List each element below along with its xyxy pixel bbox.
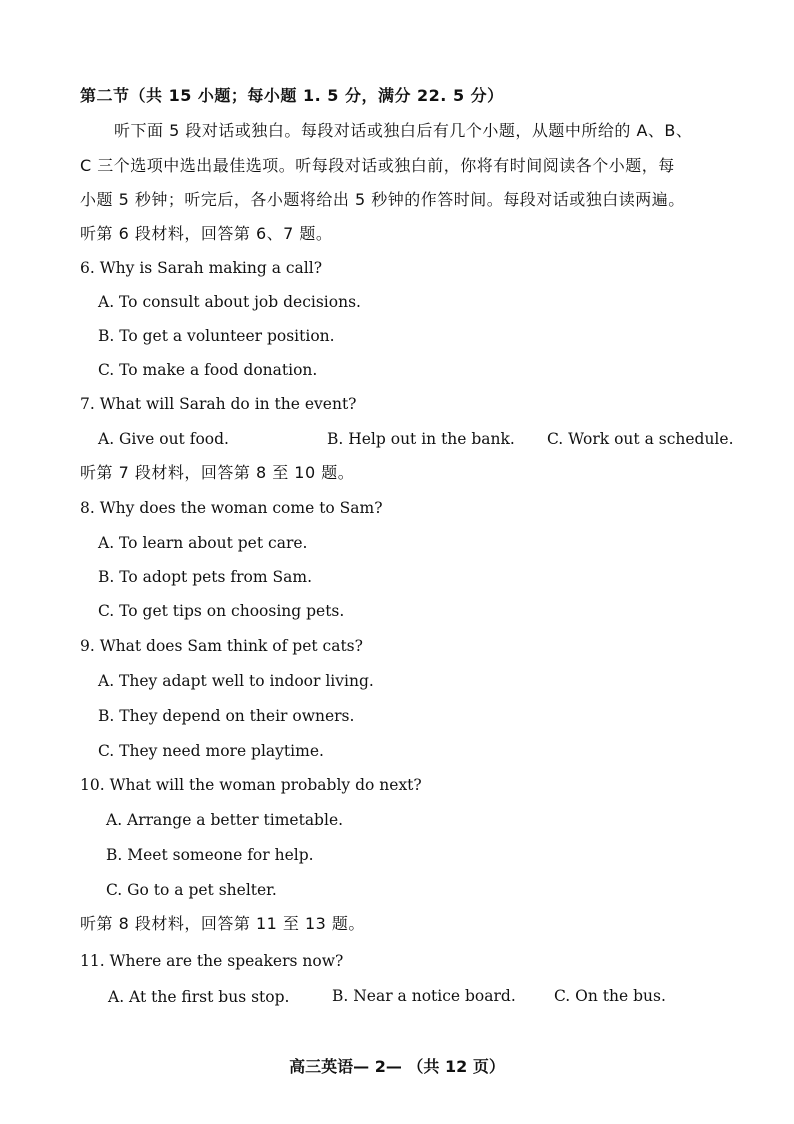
question-9-option-b: B. They depend on their owners.	[98, 707, 355, 725]
question-7-stem: 7. What will Sarah do in the event?	[80, 395, 357, 413]
question-9-option-c: C. They need more playtime.	[98, 742, 324, 760]
material-8-heading: 听第 8 段材料，回答第 11 至 13 题。	[80, 914, 365, 933]
question-10-option-c: C. Go to a pet shelter.	[106, 881, 277, 899]
section-heading: 第二节（共 15 小题；每小题 1. 5 分，满分 22. 5 分）	[80, 86, 504, 105]
question-7-option-b: B. Help out in the bank.	[327, 430, 515, 448]
question-6-option-b: B. To get a volunteer position.	[98, 327, 335, 345]
question-10-option-a: A. Arrange a better timetable.	[106, 811, 344, 829]
question-9-stem: 9. What does Sam think of pet cats?	[80, 637, 363, 655]
question-8-option-b: B. To adopt pets from Sam.	[98, 568, 313, 586]
instructions-line-2: C 三个选项中选出最佳选项。听每段对话或独白前，你将有时间阅读各个小题，每	[80, 156, 675, 175]
material-7-heading: 听第 7 段材料，回答第 8 至 10 题。	[80, 463, 355, 482]
question-7-option-a: A. Give out food.	[98, 430, 229, 448]
question-6-option-a: A. To consult about job decisions.	[98, 293, 361, 311]
question-11-stem: 11. Where are the speakers now?	[80, 952, 344, 970]
instructions-line-3: 小题 5 秒钟；听完后，各小题将给出 5 秒钟的作答时间。每段对话或独白读两遍。	[80, 190, 685, 209]
material-6-heading: 听第 6 段材料，回答第 6、7 题。	[80, 224, 333, 243]
question-6-option-c: C. To make a food donation.	[98, 361, 318, 379]
question-7-option-c: C. Work out a schedule.	[547, 430, 734, 448]
question-11-option-c: C. On the bus.	[554, 987, 666, 1005]
question-10-option-b: B. Meet someone for help.	[106, 846, 314, 864]
instructions-line-1: 听下面 5 段对话或独白。每段对话或独白后有几个小题，从题中所给的 A、B、	[114, 121, 693, 140]
question-10-stem: 10. What will the woman probably do next?	[80, 776, 422, 794]
page-footer: 高三英语— 2— （共 12 页）	[289, 1057, 505, 1076]
question-11-option-b: B. Near a notice board.	[332, 987, 516, 1005]
question-9-option-a: A. They adapt well to indoor living.	[98, 672, 374, 690]
question-8-option-a: A. To learn about pet care.	[98, 534, 308, 552]
question-6-stem: 6. Why is Sarah making a call?	[80, 259, 323, 277]
question-8-stem: 8. Why does the woman come to Sam?	[80, 499, 383, 517]
question-11-option-a: A. At the first bus stop.	[108, 988, 290, 1006]
question-8-option-c: C. To get tips on choosing pets.	[98, 602, 345, 620]
